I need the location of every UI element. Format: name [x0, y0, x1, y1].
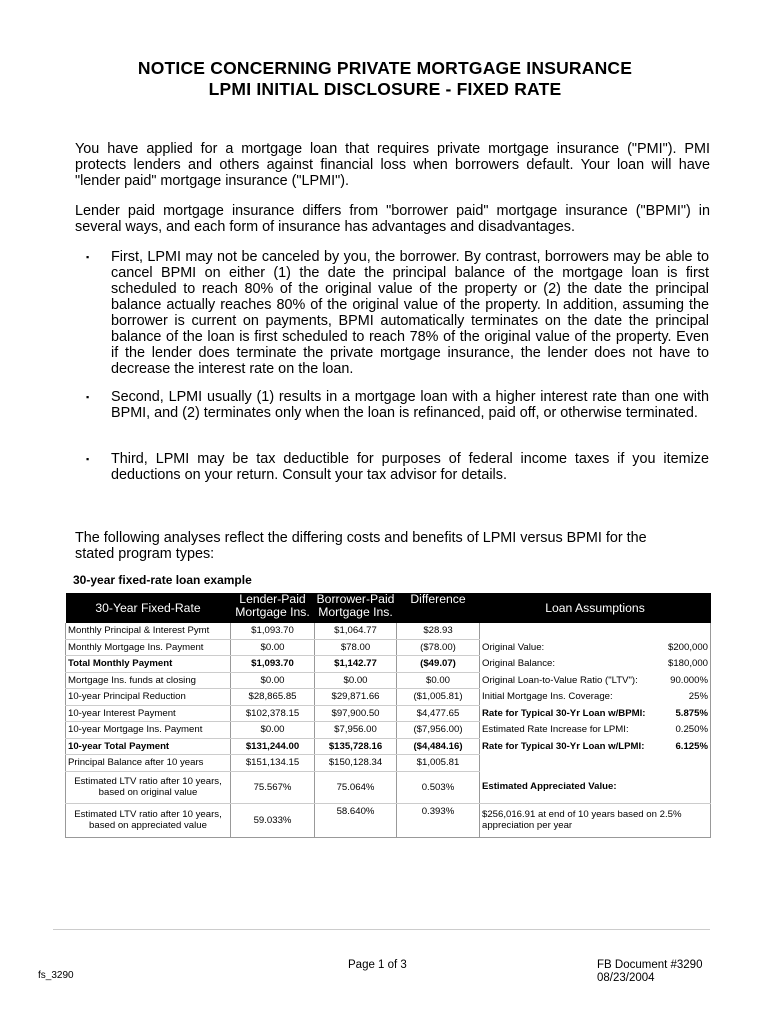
assumption-rate-bpmi	[480, 705, 711, 722]
assumption-label: Rate for Typical 30-Yr Loan w/LPMI:	[482, 740, 645, 752]
form-code: fs_3290	[38, 970, 74, 981]
table-row	[66, 738, 711, 755]
difference-value: ($49.07)	[397, 656, 480, 673]
document-number: FB Document #3290	[597, 959, 703, 971]
page-number: Page 1 of 3	[348, 959, 407, 971]
assumption-label: Rate for Typical 30-Yr Loan w/BPMI:	[482, 707, 646, 719]
assumption-label: Original Loan-to-Value Ratio ("LTV"):	[482, 674, 638, 686]
title-line-2: LPMI INITIAL DISCLOSURE - FIXED RATE	[208, 79, 562, 99]
table-row	[66, 672, 711, 689]
lpmi-value: $102,378.15	[231, 705, 315, 722]
bullet-icon: ▪	[86, 392, 90, 402]
bullet-text-3: Third, LPMI may be tax deductible for purposes of federal income taxes if you itemize deductions on your return. Consult your tax advisor for details.	[111, 451, 709, 483]
difference-value: $4,477.65	[397, 705, 480, 722]
header-lpmi	[231, 593, 315, 623]
bpmi-value: 75.064%	[315, 771, 397, 803]
bpmi-value: $29,871.66	[315, 689, 397, 706]
table-row	[66, 771, 711, 803]
difference-value: 0.503%	[397, 771, 480, 803]
row-label: Estimated LTV ratio after 10 years, based on original value	[66, 771, 231, 803]
bpmi-value: $7,956.00	[315, 722, 397, 739]
header-bpmi-line1: Borrower-Paid	[316, 593, 395, 606]
bullet-text-1: First, LPMI may not be canceled by you, the borrower. By contrast, borrowers may be able to cancel BPMI on either (1) the date the principal balance of the mortgage loan is first scheduled to reach 80% of the original value of the property or (2) the date the principal balance actually reaches 80% of the original value of the property. In addition, assuming the borrower is current on payments, BPMI automatically terminates on the date the principal balance of the loan is first scheduled to reach 78% of the original value of the property. Even if the lender does terminate the private mortgage insurance, the lender does not have to decrease the interest rate on the loan.	[111, 249, 709, 377]
row-label: Monthly Principal & Interest Pymt	[66, 623, 231, 639]
row-label: 10-year Principal Reduction	[66, 689, 231, 706]
difference-value: $28.93	[397, 623, 480, 639]
bullet-text-2: Second, LPMI usually (1) results in a mortgage loan with a higher interest rate than one with BPMI, and (2) terminates only when the loan is refinanced, paid off, or otherwise terminated.	[111, 389, 709, 421]
assumption-label: Initial Mortgage Ins. Coverage:	[482, 691, 613, 703]
example-title: 30-year fixed-rate loan example	[73, 573, 252, 587]
header-loan-assumptions: Loan Assumptions	[480, 593, 711, 623]
assumption-coverage	[480, 689, 711, 706]
table-row	[66, 689, 711, 706]
lpmi-value: $0.00	[231, 672, 315, 689]
header-bpmi-line2: Mortgage Ins.	[318, 605, 393, 619]
bpmi-value: $150,128.34	[315, 755, 397, 772]
assumption-label: Estimated Rate Increase for LPMI:	[482, 724, 629, 736]
row-label: Estimated LTV ratio after 10 years, based on appreciated value	[66, 803, 231, 837]
table-row	[66, 803, 711, 837]
header-lpmi-line2: Mortgage Ins.	[235, 605, 310, 619]
footer-divider	[53, 929, 710, 930]
intro-paragraph-2: Lender paid mortgage insurance differs from "borrower paid" mortgage insurance ("BPMI") in several ways, and each form of insurance has advantages and disadvantages.	[75, 203, 710, 235]
bpmi-value: $1,142.77	[315, 656, 397, 673]
assumption-original-value	[480, 639, 711, 656]
assumption-original-balance	[480, 656, 711, 673]
lpmi-value: 59.033%	[231, 803, 315, 837]
bpmi-value: 58.640%	[315, 803, 397, 837]
title-line-1: NOTICE CONCERNING PRIVATE MORTGAGE INSURANCE	[137, 58, 633, 78]
document-date: 08/23/2004	[597, 972, 655, 984]
row-label: Principal Balance after 10 years	[66, 755, 231, 772]
bpmi-value: $0.00	[315, 672, 397, 689]
assumption-value: 90.000%	[670, 674, 708, 686]
bpmi-value: $1,064.77	[315, 623, 397, 639]
assumption-value: 25%	[688, 691, 708, 703]
table-header-row	[66, 593, 711, 623]
difference-value: 0.393%	[397, 803, 480, 837]
assumption-ltv	[480, 672, 711, 689]
table-row	[66, 656, 711, 673]
header-lpmi-line1: Lender-Paid	[239, 593, 306, 606]
table-row	[66, 722, 711, 739]
difference-value: ($4,484.16)	[397, 738, 480, 755]
appreciated-value-label: Estimated Appreciated Value:	[480, 771, 711, 803]
header-fixed-rate: 30-Year Fixed-Rate	[66, 593, 231, 623]
comparison-table	[65, 593, 711, 838]
row-label: 10-year Mortgage Ins. Payment	[66, 722, 231, 739]
table-row	[66, 639, 711, 656]
bullet-icon: ▪	[86, 454, 90, 464]
lpmi-value: $1,093.70	[231, 623, 315, 639]
assumption-label: Original Value:	[482, 641, 545, 653]
table-row	[66, 623, 711, 639]
row-label: 10-year Interest Payment	[66, 705, 231, 722]
row-label: 10-year Total Payment	[66, 738, 231, 755]
difference-value: $1,005.81	[397, 755, 480, 772]
row-label: Mortgage Ins. funds at closing	[66, 672, 231, 689]
analysis-intro: The following analyses reflect the differing costs and benefits of LPMI versus BPMI for the stated program types:	[75, 530, 647, 562]
assumption-value: $200,000	[667, 641, 708, 653]
lpmi-value: $0.00	[231, 639, 315, 656]
lpmi-value: $151,134.15	[231, 755, 315, 772]
lpmi-value: $1,093.70	[231, 656, 315, 673]
assumption-rate-increase	[480, 722, 711, 739]
difference-value: ($1,005.81)	[397, 689, 480, 706]
difference-value: ($7,956.00)	[397, 722, 480, 739]
assumption-spacer	[480, 623, 711, 639]
lpmi-value: $28,865.85	[231, 689, 315, 706]
lpmi-value: $0.00	[231, 722, 315, 739]
table-row	[66, 755, 711, 772]
assumption-value: 0.250%	[675, 724, 708, 736]
table-row	[66, 705, 711, 722]
bpmi-value: $135,728.16	[315, 738, 397, 755]
bpmi-value: $78.00	[315, 639, 397, 656]
row-label: Monthly Mortgage Ins. Payment	[66, 639, 231, 656]
assumption-spacer	[480, 755, 711, 772]
bpmi-value: $97,900.50	[315, 705, 397, 722]
header-difference: Difference	[397, 593, 480, 623]
intro-paragraph-1: You have applied for a mortgage loan that requires private mortgage insurance ("PMI"). PMI protects lenders and others against financial loss when borrowers default. Your loan will have "lender paid" mortgage insurance ("LPMI").	[75, 141, 710, 189]
difference-value: $0.00	[397, 672, 480, 689]
row-label: Total Monthly Payment	[66, 656, 231, 673]
assumption-value: $180,000	[667, 658, 708, 670]
difference-value: ($78.00)	[397, 639, 480, 656]
assumption-value: 6.125%	[675, 740, 708, 752]
assumption-rate-lpmi	[480, 738, 711, 755]
lpmi-value: 75.567%	[231, 771, 315, 803]
appreciated-value-text: $256,016.91 at end of 10 years based on 2.5% appreciation per year	[480, 803, 711, 837]
assumption-value: 5.875%	[675, 707, 708, 719]
assumption-label: Original Balance:	[482, 658, 556, 670]
header-bpmi	[315, 593, 397, 623]
bullet-icon: ▪	[86, 252, 90, 262]
lpmi-value: $131,244.00	[231, 738, 315, 755]
